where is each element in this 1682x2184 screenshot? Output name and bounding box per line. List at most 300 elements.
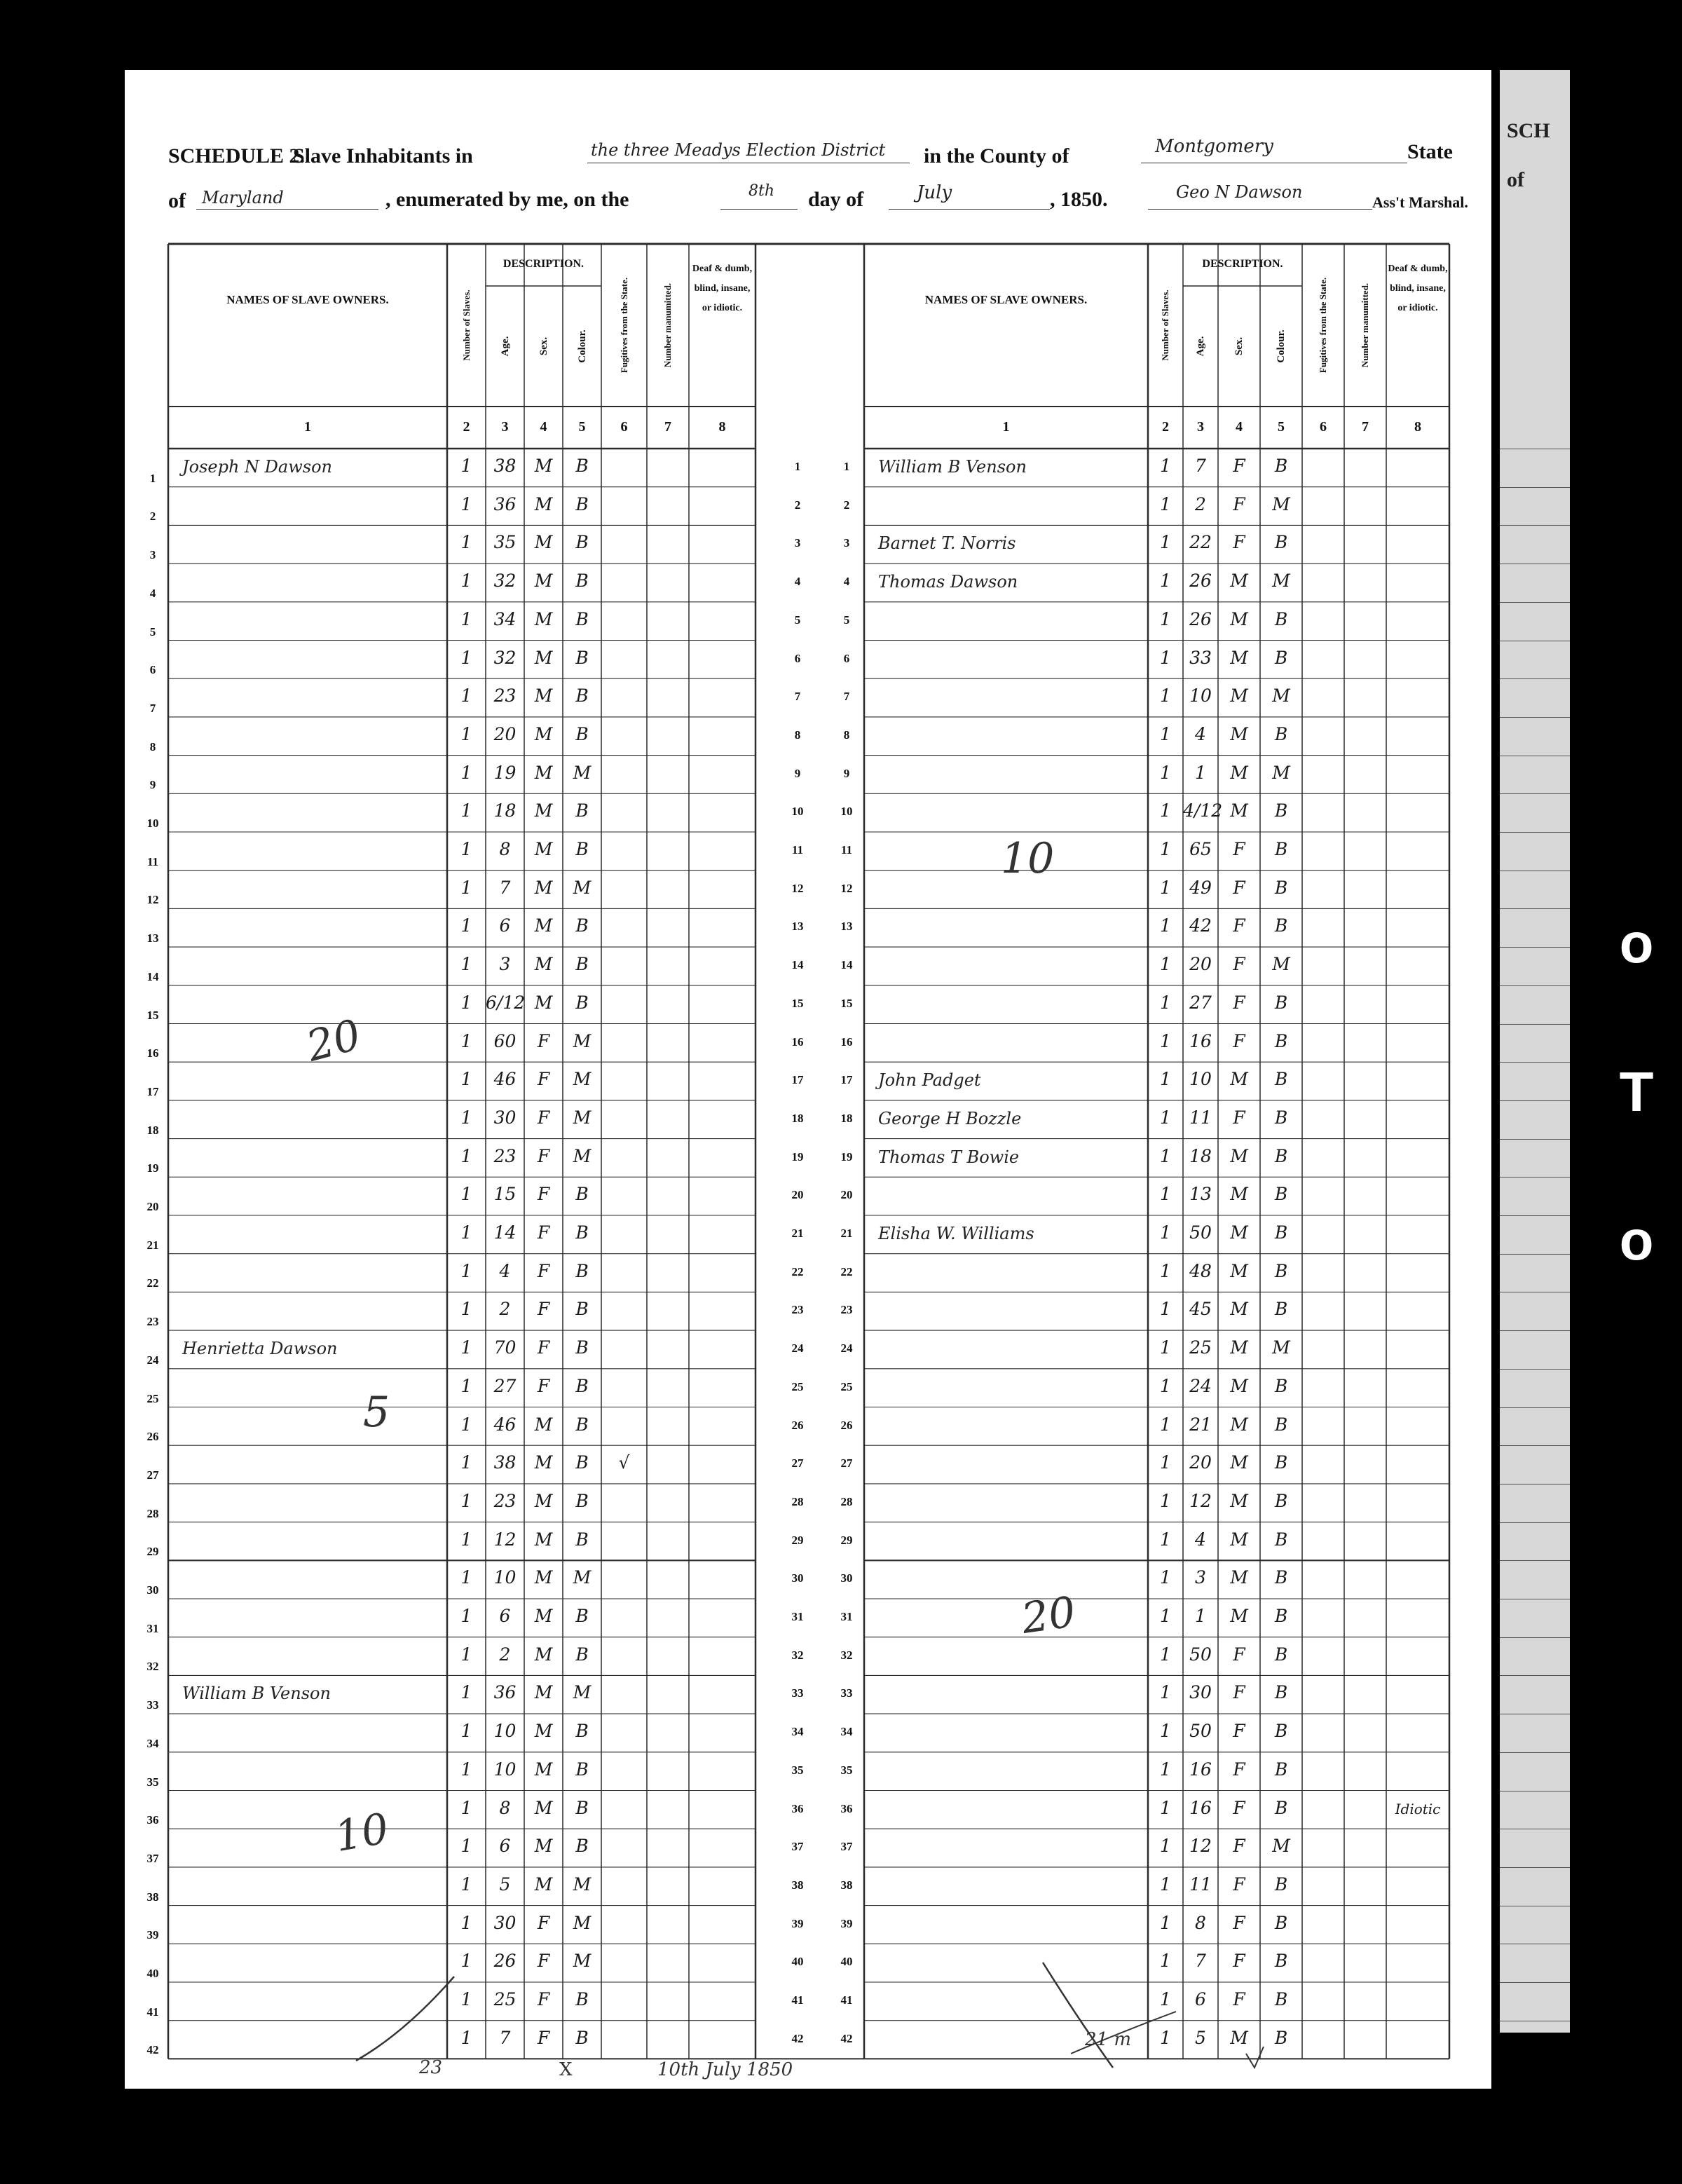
right-colour-cell: B — [1274, 1912, 1288, 1933]
footer-right-total: 21 m — [1085, 2029, 1132, 2050]
left-colnum-8: 8 — [718, 419, 726, 435]
right-number-of-slaves: 1 — [1160, 1030, 1171, 1051]
stub-rule — [1500, 1752, 1570, 1753]
right-colnum-8: 8 — [1414, 419, 1421, 435]
mid-line-number-b: 4 — [843, 575, 850, 589]
right-owner-name: Elisha W. Williams — [878, 1224, 1034, 1243]
right-number-of-slaves: 1 — [1160, 1107, 1171, 1128]
right-colour-cell: B — [1274, 1107, 1288, 1128]
left-line-number: 25 — [146, 1391, 159, 1405]
left-sex-cell: M — [534, 1606, 553, 1626]
right-owner-name: William B Venson — [878, 457, 1027, 477]
left-sex-cell: F — [537, 1989, 550, 2009]
right-deaf-header-2: or idiotic. — [1397, 303, 1438, 313]
left-line-number: 13 — [146, 931, 159, 946]
mid-line-number-b: 34 — [840, 1725, 853, 1739]
left-sex-cell: M — [534, 800, 553, 821]
right-owner-name: George H Bozzle — [878, 1108, 1022, 1128]
day-value: 8th — [748, 182, 775, 200]
mid-line-number-b: 12 — [840, 881, 853, 895]
left-colour-cell: M — [573, 877, 592, 898]
left-number-of-slaves: 1 — [460, 1375, 472, 1396]
left-colour-cell: M — [573, 1567, 592, 1588]
left-colour-cell: B — [575, 532, 589, 553]
left-colour-cell: B — [575, 1759, 589, 1780]
left-age-cell: 6/12 — [486, 992, 526, 1013]
left-line-number: 37 — [146, 1851, 159, 1865]
left-sex-cell: M — [534, 1414, 553, 1435]
right-colour-cell: B — [1274, 1299, 1288, 1320]
mid-line-number-a: 12 — [791, 881, 804, 895]
marshal-label: Ass't Marshal. — [1372, 193, 1468, 211]
left-colour-cell: B — [575, 1452, 589, 1473]
mid-line-number-b: 22 — [840, 1264, 853, 1278]
right-colour-cell: M — [1272, 493, 1290, 514]
mid-line-number-b: 32 — [840, 1648, 853, 1662]
left-colour-cell: B — [575, 1989, 589, 2009]
left-fugitives-header: Fugitives from the State. — [618, 277, 629, 374]
left-colour-cell: B — [575, 954, 589, 975]
right-sex-cell: M — [1230, 685, 1248, 707]
right-colour-cell: B — [1274, 1414, 1288, 1435]
stub-rule — [1500, 1100, 1570, 1101]
right-sex-cell: M — [1230, 1260, 1248, 1281]
left-number-of-slaves: 1 — [460, 1912, 472, 1933]
left-description-header: DESCRIPTION. — [502, 258, 584, 270]
left-age-cell: 6 — [499, 1606, 511, 1626]
left-line-number: 28 — [146, 1506, 159, 1520]
left-number-of-slaves: 1 — [460, 1797, 472, 1818]
left-number-of-slaves: 1 — [460, 992, 472, 1013]
left-colnum-4: 4 — [540, 419, 547, 435]
left-colour-cell: M — [573, 1682, 592, 1703]
stub-rule — [1500, 678, 1570, 679]
stub-rule — [1500, 1982, 1570, 1983]
left-age-cell: 25 — [493, 1989, 517, 2009]
left-sex-cell: M — [534, 1529, 553, 1550]
right-age-cell: 13 — [1189, 1184, 1212, 1205]
left-number-of-slaves: 1 — [460, 1721, 472, 1742]
county-value: Montgomery — [1155, 136, 1273, 157]
right-sex-cell: M — [1230, 608, 1248, 629]
left-line-number: 36 — [146, 1813, 159, 1827]
mid-line-number-b: 37 — [840, 1840, 853, 1854]
left-line-number: 17 — [146, 1084, 159, 1098]
left-age-cell: 38 — [493, 456, 517, 476]
left-sex-cell: F — [537, 1951, 550, 1972]
footer-left-total: 23 — [419, 2057, 443, 2078]
left-number-of-slaves: 1 — [460, 1874, 472, 1895]
left-number-of-slaves: 1 — [460, 1606, 472, 1626]
right-age-cell: 7 — [1195, 456, 1206, 476]
left-line-number: 15 — [146, 1008, 159, 1022]
right-deaf-header-1: blind, insane, — [1390, 283, 1446, 294]
cancel-marks — [125, 70, 1491, 2089]
right-sex-cell: M — [1230, 1490, 1248, 1511]
mid-line-number-a: 15 — [791, 996, 804, 1010]
right-number-of-slaves: 1 — [1160, 1797, 1171, 1818]
mid-line-number-a: 6 — [794, 651, 801, 665]
left-colour-cell: B — [575, 1606, 589, 1626]
left-number-of-slaves: 1 — [460, 877, 472, 898]
left-number-of-slaves: 1 — [460, 762, 472, 783]
stub-rule — [1500, 1062, 1570, 1063]
right-age-cell: 4/12 — [1183, 800, 1223, 821]
left-number-of-slaves: 1 — [460, 1759, 472, 1780]
left-number-of-slaves: 1 — [460, 1989, 472, 2009]
right-sex-cell: M — [1230, 800, 1248, 821]
stub-rule — [1500, 487, 1570, 488]
left-colour-cell: B — [575, 1375, 589, 1396]
mid-line-number-a: 19 — [791, 1149, 804, 1163]
right-colour-cell: B — [1274, 1567, 1288, 1588]
left-sex-cell: F — [537, 1069, 550, 1090]
left-number-of-slaves: 1 — [460, 608, 472, 629]
right-number-of-slaves: 1 — [1160, 992, 1171, 1013]
left-sex-cell: F — [537, 1145, 550, 1166]
left-age-cell: 8 — [499, 839, 511, 859]
left-age-cell: 23 — [493, 1490, 517, 1511]
right-number-of-slaves: 1 — [1160, 1452, 1171, 1473]
right-colour-cell: M — [1272, 685, 1290, 707]
left-age-cell: 8 — [499, 1797, 511, 1818]
left-age-cell: 23 — [493, 685, 517, 707]
right-number-of-slaves: 1 — [1160, 1951, 1171, 1972]
right-number-of-slaves: 1 — [1160, 1759, 1171, 1780]
left-sex-cell: F — [537, 1299, 550, 1320]
right-number-of-slaves: 1 — [1160, 839, 1171, 859]
right-number-of-slaves: 1 — [1160, 1606, 1171, 1626]
right-age-cell: 8 — [1195, 1912, 1206, 1933]
left-sex-cell: M — [534, 493, 553, 514]
right-number-of-slaves: 1 — [1160, 915, 1171, 936]
right-age-cell: 49 — [1189, 877, 1212, 898]
stub-rule — [1500, 793, 1570, 794]
right-age-cell: 16 — [1189, 1797, 1212, 1818]
left-age-cell: 2 — [499, 1299, 511, 1320]
mid-line-number-a: 35 — [791, 1763, 804, 1777]
left-colour-cell: B — [575, 456, 589, 476]
left-colour-cell: B — [575, 608, 589, 629]
mid-line-number-b: 27 — [840, 1456, 853, 1470]
right-number-of-slaves: 1 — [1160, 1682, 1171, 1703]
left-colour-cell: M — [573, 1145, 592, 1166]
mid-line-number-a: 38 — [791, 1878, 804, 1892]
right-number-of-slaves: 1 — [1160, 2027, 1171, 2048]
right-sex-cell: M — [1230, 1337, 1248, 1358]
left-sex-cell: M — [534, 1682, 553, 1703]
day-label: day of — [808, 188, 864, 211]
left-colour-cell: B — [575, 1721, 589, 1742]
mid-line-number-a: 23 — [791, 1303, 804, 1317]
right-colour-cell: M — [1272, 1337, 1290, 1358]
right-colour-cell: B — [1274, 800, 1288, 821]
right-age-cell: 42 — [1189, 915, 1212, 936]
right-number-of-slaves: 1 — [1160, 954, 1171, 975]
left-number-of-slaves: 1 — [460, 1414, 472, 1435]
left-sex-cell: F — [537, 1912, 550, 1933]
right-colnum-7: 7 — [1362, 419, 1369, 435]
left-age-cell: 23 — [493, 1145, 517, 1166]
right-age-cell: 1 — [1195, 762, 1206, 783]
left-colour-cell: B — [575, 1490, 589, 1511]
left-age-cell: 10 — [493, 1567, 517, 1588]
left-colour-cell: B — [575, 800, 589, 821]
right-number-of-slaves: 1 — [1160, 1184, 1171, 1205]
right-age-cell: 27 — [1189, 992, 1212, 1013]
left-colour-cell: B — [575, 1260, 589, 1281]
mid-line-number-b: 18 — [840, 1111, 853, 1125]
right-number-of-slaves: 1 — [1160, 1337, 1171, 1358]
right-age-cell: 50 — [1189, 1721, 1212, 1742]
left-number-of-slaves: 1 — [460, 723, 472, 744]
mid-line-number-a: 16 — [791, 1035, 804, 1049]
left-colour-cell: B — [575, 2027, 589, 2048]
right-colour-cell: B — [1274, 1951, 1288, 1972]
right-deaf-header-0: Deaf & dumb, — [1388, 264, 1448, 274]
stub-rule — [1500, 602, 1570, 603]
right-age-cell: 24 — [1189, 1375, 1212, 1396]
mid-line-number-a: 13 — [791, 920, 804, 934]
mid-line-number-a: 2 — [794, 498, 801, 512]
stub-rule — [1500, 1177, 1570, 1178]
left-number-of-slaves: 1 — [460, 1836, 472, 1857]
mid-line-number-b: 35 — [840, 1763, 853, 1777]
left-number-of-slaves: 1 — [460, 1452, 472, 1473]
left-sex-cell: M — [534, 1836, 553, 1857]
stub-rule — [1500, 717, 1570, 718]
left-age-cell: 10 — [493, 1759, 517, 1780]
adjacent-page-stub — [1500, 70, 1570, 2033]
mid-line-number-b: 14 — [840, 958, 853, 972]
right-age-cell: 16 — [1189, 1030, 1212, 1051]
right-colour-cell: M — [1272, 1836, 1290, 1857]
left-number-header: Number of Slaves. — [460, 289, 472, 361]
right-colour-cell: B — [1274, 2027, 1288, 2048]
right-colour-cell: B — [1274, 456, 1288, 476]
right-age-cell: 18 — [1189, 1145, 1212, 1166]
right-colour-cell: M — [1272, 954, 1290, 975]
right-sex-cell: F — [1233, 1644, 1245, 1665]
mid-line-number-a: 18 — [791, 1111, 804, 1125]
left-age-cell: 35 — [493, 532, 517, 553]
right-number-of-slaves: 1 — [1160, 1375, 1171, 1396]
left-sex-cell: M — [534, 839, 553, 859]
mid-line-number-a: 9 — [794, 766, 801, 780]
mid-line-number-a: 37 — [791, 1840, 804, 1854]
left-sex-cell: F — [537, 1222, 550, 1243]
left-line-number: 34 — [146, 1736, 159, 1750]
right-number-of-slaves: 1 — [1160, 493, 1171, 514]
right-colour-cell: B — [1274, 1759, 1288, 1780]
right-number-of-slaves: 1 — [1160, 1222, 1171, 1243]
left-line-number: 35 — [146, 1775, 159, 1789]
mid-line-number-a: 27 — [791, 1456, 804, 1470]
left-sex-cell: M — [534, 1452, 553, 1473]
left-line-number: 16 — [146, 1046, 159, 1060]
left-number-of-slaves: 1 — [460, 647, 472, 668]
left-sex-cell: F — [537, 1337, 550, 1358]
left-age-cell: 30 — [493, 1107, 517, 1128]
right-sex-header: Sex. — [1233, 336, 1245, 356]
left-line-number: 2 — [149, 510, 156, 524]
right-colour-cell: B — [1274, 1644, 1288, 1665]
left-age-cell: 36 — [493, 1682, 517, 1703]
right-colour-cell: B — [1274, 647, 1288, 668]
tally-left-2: 5 — [363, 1388, 390, 1437]
right-sex-cell: F — [1233, 1989, 1245, 2009]
right-colnum-3: 3 — [1197, 419, 1204, 435]
year-label: , 1850. — [1050, 188, 1108, 211]
left-manumitted-header: Number manumitted. — [662, 282, 673, 368]
right-colour-cell: B — [1274, 532, 1288, 553]
right-age-cell: 25 — [1189, 1337, 1212, 1358]
left-sex-cell: M — [534, 1644, 553, 1665]
left-colour-cell: M — [573, 1874, 592, 1895]
left-colour-cell: B — [575, 685, 589, 707]
left-age-cell: 3 — [499, 954, 511, 975]
tally-right-2: 20 — [1018, 1588, 1079, 1644]
left-age-cell: 27 — [493, 1375, 517, 1396]
left-sex-cell: F — [537, 2027, 550, 2048]
right-sex-cell: F — [1233, 1874, 1245, 1895]
stub-rule — [1500, 1445, 1570, 1446]
stub-rule — [1500, 1407, 1570, 1408]
left-number-of-slaves: 1 — [460, 915, 472, 936]
right-sex-cell: M — [1230, 647, 1248, 668]
mid-line-number-b: 29 — [840, 1533, 853, 1547]
right-sex-cell: M — [1230, 2027, 1248, 2048]
right-age-cell: 5 — [1195, 2027, 1206, 2048]
mid-line-number-a: 8 — [794, 728, 801, 742]
mid-line-number-a: 34 — [791, 1725, 804, 1739]
right-names-header: NAMES OF SLAVE OWNERS. — [924, 293, 1088, 306]
right-number-of-slaves: 1 — [1160, 723, 1171, 744]
right-colnum-1: 1 — [1002, 419, 1010, 435]
right-sex-cell: M — [1230, 571, 1248, 592]
left-number-of-slaves: 1 — [460, 1529, 472, 1550]
right-sex-cell: M — [1230, 1567, 1248, 1588]
left-number-of-slaves: 1 — [460, 571, 472, 592]
side-mark-1: o — [1619, 912, 1654, 974]
left-age-cell: 46 — [493, 1069, 517, 1090]
right-number-of-slaves: 1 — [1160, 762, 1171, 783]
right-number-header: Number of Slaves. — [1160, 289, 1170, 361]
right-age-cell: 50 — [1189, 1222, 1212, 1243]
left-number-of-slaves: 1 — [460, 1644, 472, 1665]
enumerated-label: , enumerated by me, on the — [385, 188, 629, 211]
right-colour-cell: B — [1274, 915, 1288, 936]
mid-line-number-b: 38 — [840, 1878, 853, 1892]
district-value: the three Meadys Election District — [591, 140, 886, 160]
stub-rule — [1500, 1522, 1570, 1523]
right-number-of-slaves: 1 — [1160, 1989, 1171, 2009]
tally-left-1: 20 — [301, 1010, 367, 1072]
right-number-of-slaves: 1 — [1160, 1836, 1171, 1857]
right-colour-cell: B — [1274, 1145, 1288, 1166]
left-sex-cell: F — [537, 1184, 550, 1205]
left-line-number: 26 — [146, 1430, 159, 1444]
left-colour-cell: B — [575, 723, 589, 744]
left-line-number: 12 — [146, 893, 159, 907]
left-age-cell: 10 — [493, 1721, 517, 1742]
right-age-header: Age. — [1195, 336, 1206, 357]
left-colour-cell: B — [575, 992, 589, 1013]
right-colour-cell: B — [1274, 1069, 1288, 1090]
right-number-of-slaves: 1 — [1160, 1874, 1171, 1895]
left-age-cell: 18 — [493, 800, 517, 821]
right-sex-cell: M — [1230, 1606, 1248, 1626]
right-number-of-slaves: 1 — [1160, 571, 1171, 592]
stub-rule — [1500, 525, 1570, 526]
left-age-cell: 32 — [493, 647, 517, 668]
left-sex-cell: M — [534, 1721, 553, 1742]
right-sex-cell: M — [1230, 1375, 1248, 1396]
tally-right-1: 10 — [1001, 834, 1055, 883]
left-age-cell: 70 — [493, 1337, 517, 1358]
right-colour-cell: B — [1274, 839, 1288, 859]
right-colour-cell: B — [1274, 1989, 1288, 2009]
side-mark-2: T — [1619, 1060, 1654, 1123]
mid-line-number-a: 20 — [791, 1188, 804, 1202]
right-sex-cell: F — [1233, 954, 1245, 975]
stub-of: of — [1507, 168, 1524, 191]
left-sex-header: Sex. — [538, 336, 549, 356]
mid-line-number-b: 36 — [840, 1801, 853, 1815]
right-age-cell: 11 — [1189, 1107, 1212, 1128]
right-sex-cell: F — [1233, 1721, 1245, 1742]
mid-line-number-a: 7 — [794, 690, 801, 704]
left-owner-name: William B Venson — [182, 1684, 331, 1704]
right-number-of-slaves: 1 — [1160, 532, 1171, 553]
left-line-number: 1 — [149, 471, 156, 485]
right-colour-cell: M — [1272, 571, 1290, 592]
mid-line-number-b: 28 — [840, 1494, 853, 1508]
left-age-cell: 2 — [499, 1644, 511, 1665]
state-label: State — [1407, 140, 1453, 163]
left-age-cell: 6 — [499, 915, 511, 936]
mid-line-number-a: 40 — [791, 1955, 804, 1969]
mid-line-number-b: 9 — [843, 766, 850, 780]
mid-line-number-a: 3 — [794, 536, 801, 550]
stub-rule — [1500, 1254, 1570, 1255]
right-number-of-slaves: 1 — [1160, 1260, 1171, 1281]
mid-line-number-b: 16 — [840, 1035, 853, 1049]
left-colour-cell: B — [575, 1644, 589, 1665]
right-number-of-slaves: 1 — [1160, 685, 1171, 707]
mid-line-number-a: 33 — [791, 1686, 804, 1700]
left-line-number: 22 — [146, 1276, 159, 1290]
left-number-of-slaves: 1 — [460, 1951, 472, 1972]
mid-line-number-b: 40 — [840, 1955, 853, 1969]
right-age-cell: 10 — [1189, 685, 1212, 707]
left-colour-cell: B — [575, 1337, 589, 1358]
right-age-cell: 6 — [1195, 1989, 1206, 2009]
mid-line-number-a: 31 — [791, 1610, 804, 1623]
left-number-of-slaves: 1 — [460, 1260, 472, 1281]
mid-line-number-b: 10 — [840, 805, 853, 819]
left-number-of-slaves: 1 — [460, 1030, 472, 1051]
left-number-of-slaves: 1 — [460, 1567, 472, 1588]
right-age-cell: 48 — [1189, 1260, 1212, 1281]
left-line-number: 8 — [149, 739, 156, 753]
left-colour-cell: M — [573, 762, 592, 783]
film-side-mark — [1605, 911, 1668, 1598]
left-sex-cell: M — [534, 1797, 553, 1818]
mid-line-number-a: 5 — [794, 613, 801, 627]
right-sex-cell: M — [1230, 1452, 1248, 1473]
left-age-cell: 12 — [493, 1529, 517, 1550]
